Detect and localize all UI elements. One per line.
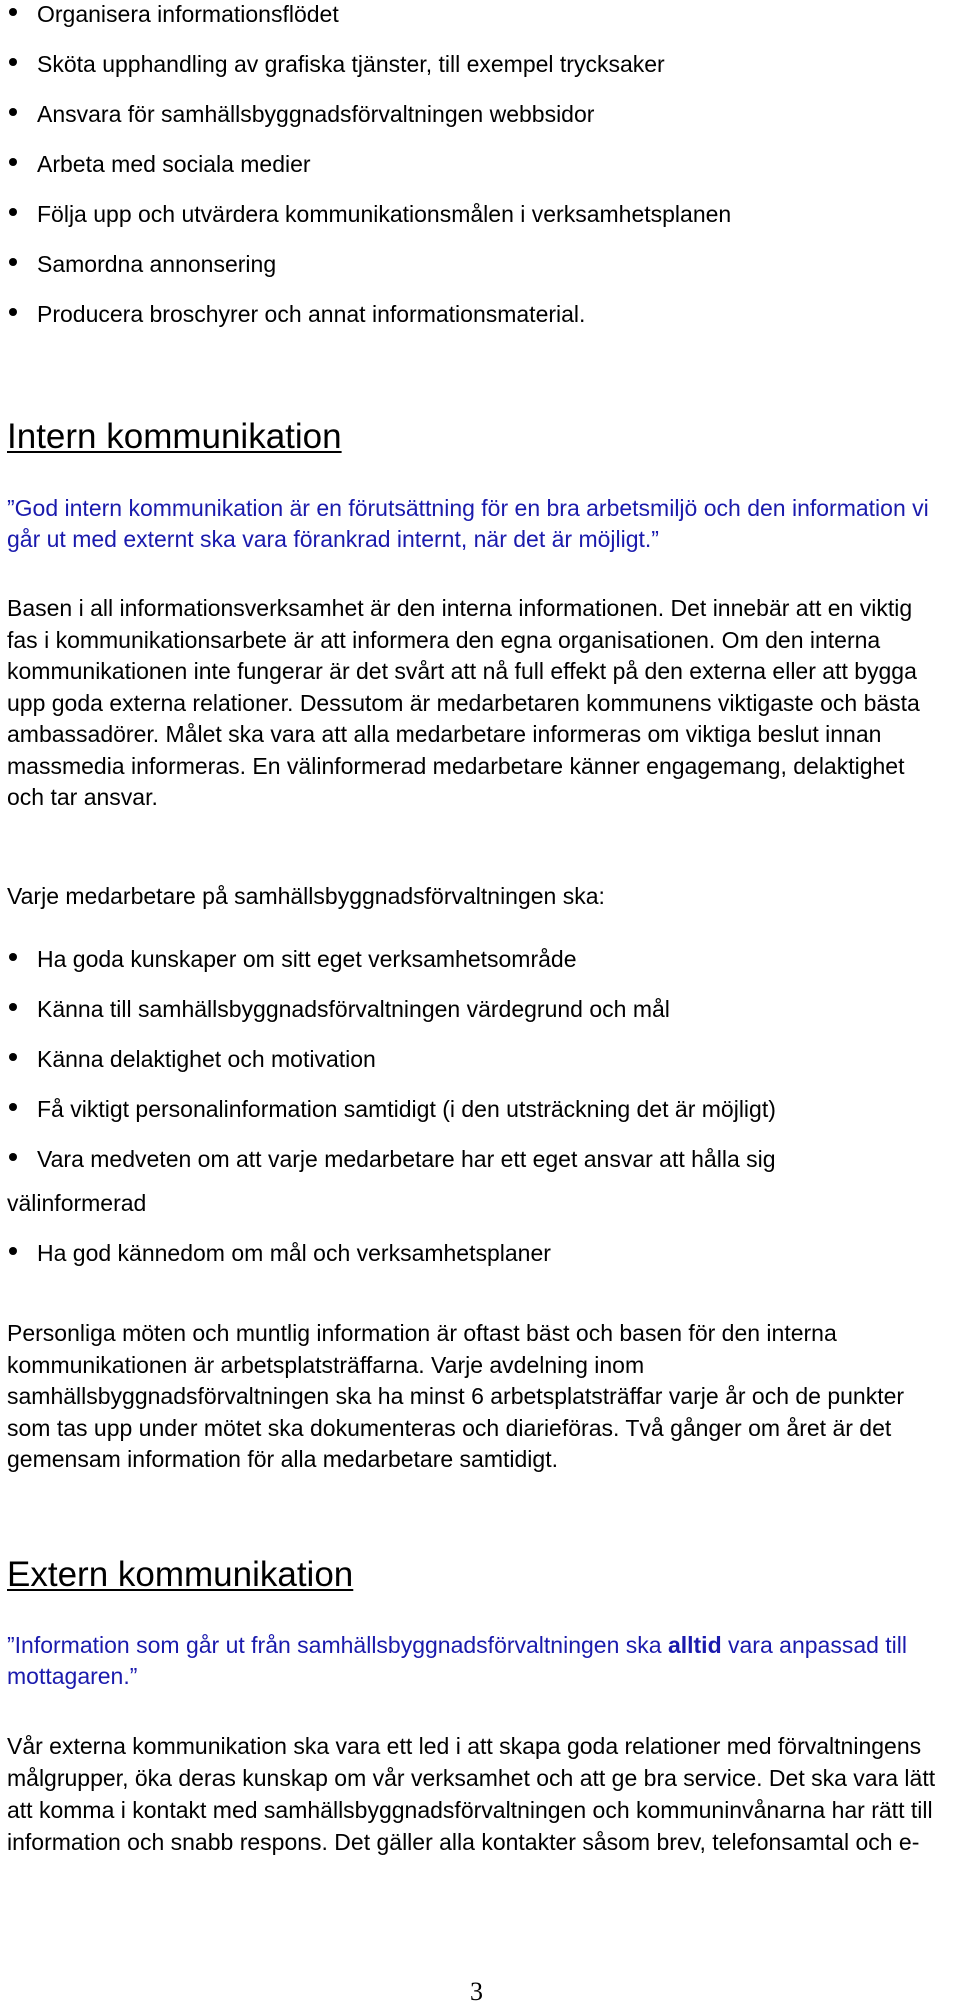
list-item: Få viktigt personalinformation samtidigt (i den utsträckning det är möjligt) bbox=[0, 1091, 960, 1127]
section-heading-extern: Extern kommunikation bbox=[7, 1555, 354, 1594]
bullet-icon bbox=[9, 1103, 17, 1111]
section-heading-intern: Intern kommunikation bbox=[7, 417, 342, 456]
bullet-icon bbox=[9, 308, 17, 316]
list-item: Känna delaktighet och motivation bbox=[0, 1041, 960, 1077]
bullet-icon bbox=[9, 258, 17, 266]
bullet-icon bbox=[9, 108, 17, 116]
responsibilities-list bbox=[0, 0, 960, 346]
extern-quote: ”Information som går ut från samhällsbyggnadsförvaltningen ska alltid vara anpassad till mottagaren.” bbox=[7, 1632, 908, 1689]
bullet-icon bbox=[9, 1053, 17, 1061]
list-item: Vara medveten om att varje medarbetare har ett eget ansvar att hålla sig välinformerad bbox=[0, 1141, 960, 1221]
list-intro: Varje medarbetare på samhällsbyggnadsförvaltningen ska: bbox=[7, 883, 605, 909]
list-item-continuation: välinformerad bbox=[7, 1190, 147, 1216]
bullet-icon bbox=[9, 58, 17, 66]
emphasis: alltid bbox=[667, 1632, 722, 1658]
list-item: Känna till samhällsbyggnadsförvaltningen värdegrund och mål bbox=[0, 991, 960, 1027]
bullet-icon bbox=[9, 8, 17, 16]
bullet-icon bbox=[9, 1247, 17, 1255]
intern-quote: ”God intern kommunikation är en förutsättning för en bra arbetsmiljö och den information vi går ut med externt ska vara förankrad internt, när det är möjligt.” bbox=[7, 495, 929, 552]
bullet-icon bbox=[9, 158, 17, 166]
list-item: Ha god kännedom om mål och verksamhetsplaner bbox=[0, 1235, 960, 1271]
bullet-icon bbox=[9, 1153, 17, 1161]
bullet-icon bbox=[9, 1003, 17, 1011]
bullet-icon bbox=[9, 208, 17, 216]
extern-paragraph: Vår externa kommunikation ska vara ett led i att skapa goda relationer med förvaltningens målgrupper, öka deras kunskap om vår verksamhet och att ge bra service. Det ska vara lätt att komma i kontakt med samhällsbyggnadsförvaltningen och kommuninvånarna har rätt till information och snabb respons. Det gäller alla kontakter såsom brev, telefonsamtal och e- bbox=[7, 1733, 936, 1855]
intern-paragraph: Basen i all informationsverksamhet är den interna informationen. Det innebär att en viktig fas i kommunikationsarbete är att informera den egna organisationen. Om den interna kommunikationen inte fungerar är det svårt att nå full effekt på den externa eller att bygga upp goda externa relationer. Dessutom är medarbetaren kommunens viktigaste och bästa ambassadörer. Målet ska vara att alla medarbetare informeras om viktiga beslut innan massmedia informeras. En välinformerad medarbetare känner engagemang, delaktighet och tar ansvar. bbox=[7, 595, 920, 810]
list-item: Sköta upphandling av grafiska tjänster, till exempel trycksaker bbox=[0, 46, 960, 96]
list-item: Ha goda kunskaper om sitt eget verksamhetsområde bbox=[0, 941, 960, 977]
bullet-icon bbox=[9, 953, 17, 961]
list-item: Organisera informationsflödet bbox=[0, 0, 960, 46]
list-item: Arbeta med sociala medier bbox=[0, 146, 960, 196]
list-item: Ansvara för samhällsbyggnadsförvaltningen webbsidor bbox=[0, 96, 960, 146]
employee-requirements-list bbox=[0, 941, 960, 1285]
intern-closing-paragraph: Personliga möten och muntlig information är oftast bäst och basen för den interna kommunikationen är arbetsplatsträffarna. Varje avdelning inom samhällsbyggnadsförvaltningen ska ha minst 6 arbetsplatsträffar varje år och de punkter som tas upp under mötet ska dokumenteras och diarieföras. Två gånger om året är det gemensam information för alla medarbetare samtidigt. bbox=[7, 1320, 905, 1472]
page-number: 3 bbox=[470, 1977, 483, 2006]
list-item: Producera broschyrer och annat informationsmaterial. bbox=[0, 296, 960, 346]
list-item: Följa upp och utvärdera kommunikationsmålen i verksamhetsplanen bbox=[0, 196, 960, 246]
list-item: Samordna annonsering bbox=[0, 246, 960, 296]
